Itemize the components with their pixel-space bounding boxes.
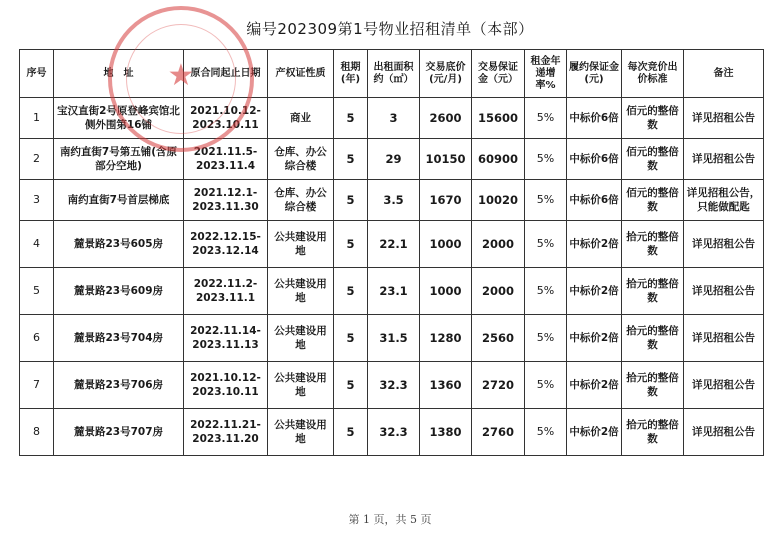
cell-dates: 2022.12.15-2023.12.14 — [184, 221, 268, 268]
cell-deposit: 2000 — [472, 268, 525, 315]
cell-term: 5 — [334, 180, 368, 221]
cell-price: 10150 — [420, 139, 472, 180]
table-row — [20, 268, 764, 315]
cell-nature: 公共建设用地 — [268, 268, 334, 315]
cell-address: 麓景路23号609房 — [54, 268, 184, 315]
cell-area: 3.5 — [368, 180, 420, 221]
cell-address: 宝汉直街2号原登峰宾馆北侧外围第16铺 — [54, 98, 184, 139]
cell-nature: 公共建设用地 — [268, 409, 334, 456]
table-row — [20, 409, 764, 456]
table-row — [20, 180, 764, 221]
cell-address: 南约直街7号首层梯底 — [54, 180, 184, 221]
cell-term: 5 — [334, 98, 368, 139]
cell-term: 5 — [334, 268, 368, 315]
cell-bond: 中标价6倍 — [567, 180, 622, 221]
col-header-term: 租期(年) — [334, 50, 368, 98]
cell-rate: 5% — [525, 139, 567, 180]
cell-rate: 5% — [525, 180, 567, 221]
cell-price: 1360 — [420, 362, 472, 409]
cell-bid: 拾元的整倍数 — [622, 315, 684, 362]
cell-bond: 中标价2倍 — [567, 409, 622, 456]
col-header-rate: 租金年递增率% — [525, 50, 567, 98]
cell-address: 麓景路23号707房 — [54, 409, 184, 456]
cell-address: 麓景路23号704房 — [54, 315, 184, 362]
cell-dates: 2021.12.1-2023.11.30 — [184, 180, 268, 221]
col-header-deposit: 交易保证金（元） — [472, 50, 525, 98]
cell-no: 2 — [20, 139, 54, 180]
cell-note: 详见招租公告，只能做配匙 — [684, 180, 764, 221]
cell-deposit: 60900 — [472, 139, 525, 180]
rental-table — [19, 49, 764, 456]
cell-price: 1670 — [420, 180, 472, 221]
cell-address: 麓景路23号706房 — [54, 362, 184, 409]
cell-note: 详见招租公告 — [684, 362, 764, 409]
cell-bond: 中标价6倍 — [567, 139, 622, 180]
cell-dates: 2022.11.21-2023.11.20 — [184, 409, 268, 456]
seal-star-icon: ★ — [167, 58, 195, 93]
cell-no: 4 — [20, 221, 54, 268]
cell-deposit: 2560 — [472, 315, 525, 362]
cell-area: 22.1 — [368, 221, 420, 268]
cell-nature: 公共建设用地 — [268, 221, 334, 268]
cell-bid: 拾元的整倍数 — [622, 221, 684, 268]
cell-note: 详见招租公告 — [684, 139, 764, 180]
cell-deposit: 2720 — [472, 362, 525, 409]
cell-dates: 2022.11.2-2023.11.1 — [184, 268, 268, 315]
table-row — [20, 98, 764, 139]
cell-note: 详见招租公告 — [684, 98, 764, 139]
cell-deposit: 15600 — [472, 98, 525, 139]
col-header-bid: 每次竞价出价标准 — [622, 50, 684, 98]
cell-nature: 公共建设用地 — [268, 315, 334, 362]
cell-area: 23.1 — [368, 268, 420, 315]
cell-rate: 5% — [525, 98, 567, 139]
cell-dates: 2021.10.12-2023.10.11 — [184, 362, 268, 409]
cell-term: 5 — [334, 362, 368, 409]
cell-no: 7 — [20, 362, 54, 409]
cell-dates: 2021.11.5-2023.11.4 — [184, 139, 268, 180]
cell-no: 1 — [20, 98, 54, 139]
cell-deposit: 2760 — [472, 409, 525, 456]
table-row — [20, 315, 764, 362]
table-header-row — [20, 50, 764, 98]
cell-price: 1280 — [420, 315, 472, 362]
cell-area: 31.5 — [368, 315, 420, 362]
cell-rate: 5% — [525, 315, 567, 362]
cell-rate: 5% — [525, 362, 567, 409]
cell-note: 详见招租公告 — [684, 315, 764, 362]
cell-no: 6 — [20, 315, 54, 362]
cell-bond: 中标价2倍 — [567, 268, 622, 315]
col-header-area: 出租面积约（㎡） — [368, 50, 420, 98]
cell-no: 8 — [20, 409, 54, 456]
cell-rate: 5% — [525, 268, 567, 315]
cell-bid: 佰元的整倍数 — [622, 98, 684, 139]
col-header-note: 备注 — [684, 50, 764, 98]
col-header-no: 序号 — [20, 50, 54, 98]
cell-bid: 拾元的整倍数 — [622, 409, 684, 456]
col-header-nature: 产权证性质 — [268, 50, 334, 98]
cell-area: 3 — [368, 98, 420, 139]
table-row — [20, 139, 764, 180]
table-row — [20, 221, 764, 268]
cell-rate: 5% — [525, 221, 567, 268]
cell-nature: 公共建设用地 — [268, 362, 334, 409]
cell-bid: 佰元的整倍数 — [622, 139, 684, 180]
cell-deposit: 10020 — [472, 180, 525, 221]
cell-deposit: 2000 — [472, 221, 525, 268]
cell-rate: 5% — [525, 409, 567, 456]
col-header-price: 交易底价(元/月) — [420, 50, 472, 98]
cell-note: 详见招租公告 — [684, 268, 764, 315]
col-header-address: 地 址 — [54, 50, 184, 98]
cell-bid: 拾元的整倍数 — [622, 268, 684, 315]
cell-bond: 中标价2倍 — [567, 221, 622, 268]
cell-bid: 佰元的整倍数 — [622, 180, 684, 221]
cell-bond: 中标价2倍 — [567, 315, 622, 362]
cell-bond: 中标价6倍 — [567, 98, 622, 139]
cell-no: 5 — [20, 268, 54, 315]
cell-nature: 仓库、办公综合楼 — [268, 139, 334, 180]
cell-term: 5 — [334, 139, 368, 180]
cell-note: 详见招租公告 — [684, 409, 764, 456]
col-header-dates: 原合同起止日期 — [184, 50, 268, 98]
cell-term: 5 — [334, 221, 368, 268]
cell-bond: 中标价2倍 — [567, 362, 622, 409]
cell-address: 麓景路23号605房 — [54, 221, 184, 268]
cell-price: 2600 — [420, 98, 472, 139]
cell-address: 南约直街7号第五铺(含原部分空地) — [54, 139, 184, 180]
table-row — [20, 362, 764, 409]
cell-no: 3 — [20, 180, 54, 221]
cell-nature: 商业 — [268, 98, 334, 139]
cell-price: 1000 — [420, 221, 472, 268]
cell-dates: 2021.10.12-2023.10.11 — [184, 98, 268, 139]
cell-area: 32.3 — [368, 409, 420, 456]
cell-term: 5 — [334, 315, 368, 362]
cell-bid: 拾元的整倍数 — [622, 362, 684, 409]
cell-nature: 仓库、办公综合楼 — [268, 180, 334, 221]
cell-price: 1380 — [420, 409, 472, 456]
page-footer: 第 1 页，共 5 页 — [348, 513, 432, 526]
cell-term: 5 — [334, 409, 368, 456]
cell-dates: 2022.11.14-2023.11.13 — [184, 315, 268, 362]
cell-note: 详见招租公告 — [684, 221, 764, 268]
page-title: 编号202309第1号物业招租清单（本部） — [246, 20, 534, 38]
col-header-bond: 履约保证金(元) — [567, 50, 622, 98]
cell-price: 1000 — [420, 268, 472, 315]
cell-area: 32.3 — [368, 362, 420, 409]
cell-area: 29 — [368, 139, 420, 180]
